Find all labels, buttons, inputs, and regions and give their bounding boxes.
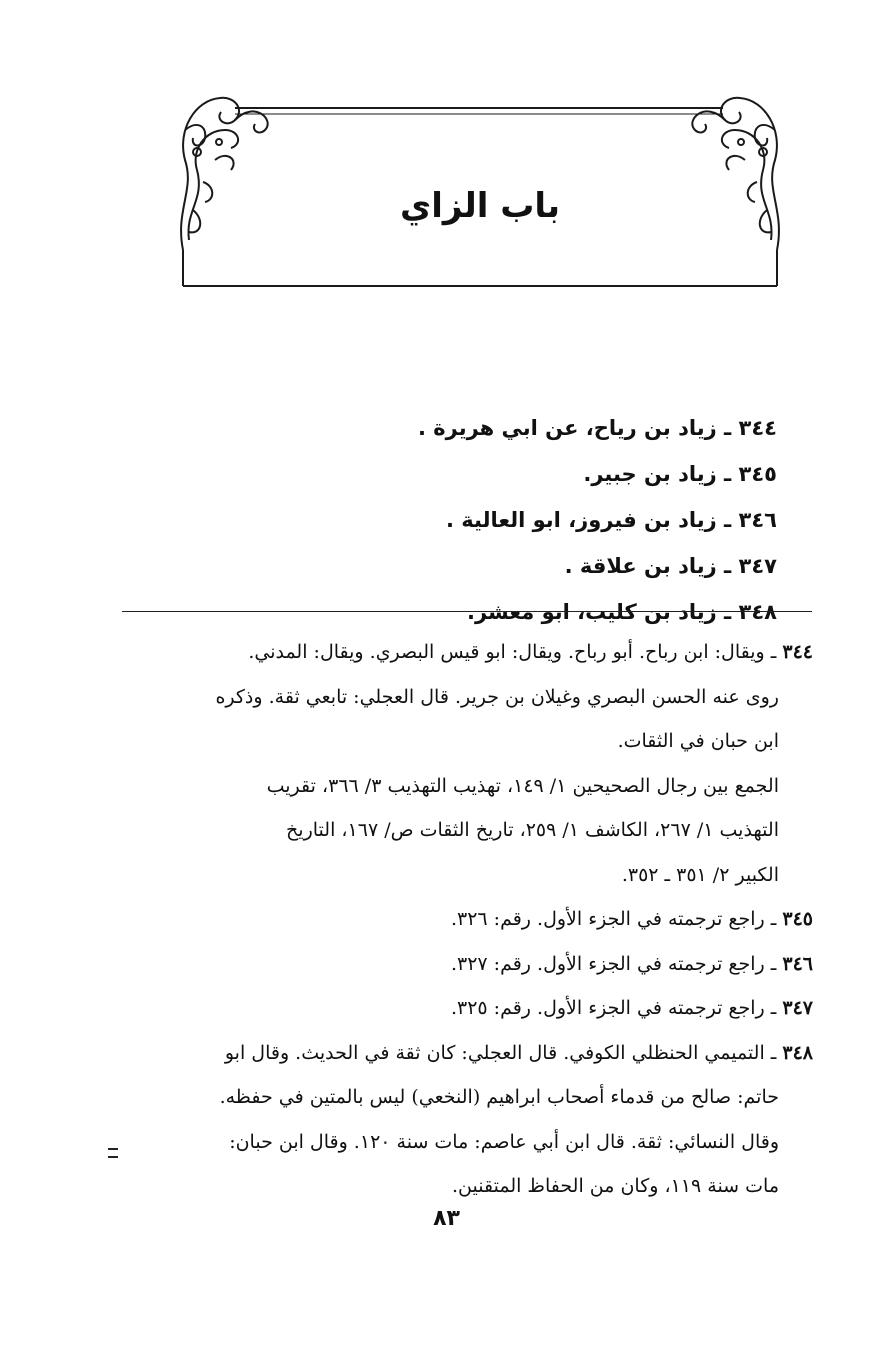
page-number: ٨٣ bbox=[433, 1206, 460, 1231]
footnote-divider bbox=[122, 611, 812, 612]
section-end-mark bbox=[108, 1148, 118, 1158]
footnote-number: ٣٤٧ bbox=[782, 997, 813, 1019]
footnote-348 bbox=[113, 1031, 813, 1209]
chapter-ornamental-frame bbox=[175, 90, 785, 290]
footnote-text: ـ راجع ترجمته في الجزء الأول. رقم: ٣٢٧. bbox=[450, 952, 783, 975]
entry-list bbox=[257, 405, 777, 635]
footnote-number: ٣٤٥ bbox=[782, 908, 813, 930]
footnote-346 bbox=[113, 942, 813, 987]
footnote-line: التهذيب ١/ ٢٦٧، الكاشف ١/ ٢٥٩، تاريخ الثقات ص/ ١٦٧، التاريخ bbox=[286, 819, 779, 841]
footnote-line: ابن حبان في الثقات. bbox=[617, 730, 779, 752]
footnote-344 bbox=[113, 630, 813, 897]
footnote-number: ٣٤٤ bbox=[782, 641, 813, 663]
footnote-line: الجمع بين رجال الصحيحين ١/ ١٤٩، تهذيب التهذيب ٣/ ٣٦٦، تقريب bbox=[266, 774, 779, 797]
chapter-title: باب الزاي bbox=[400, 186, 560, 226]
footnote-text: ـ التميمي الحنظلي الكوفي. قال العجلي: كان ثقة في الحديث. وقال ابو bbox=[224, 1041, 783, 1064]
footnote-text: ـ راجع ترجمته في الجزء الأول. رقم: ٣٢٦. bbox=[450, 908, 783, 930]
footnote-text: ـ راجع ترجمته في الجزء الأول. رقم: ٣٢٥. bbox=[450, 997, 783, 1019]
footnote-line: مات سنة ١١٩، وكان من الحفاظ المتقنين. bbox=[452, 1175, 779, 1197]
footnote-line: حاتم: صالح من قدماء أصحاب ابراهيم (النخعي) ليس بالمتين في حفظه. bbox=[219, 1086, 779, 1108]
entry-345: ٣٤٥ ـ زياد بن جبير. bbox=[583, 462, 777, 486]
footnote-347 bbox=[113, 986, 813, 1031]
footnote-line: وقال النسائي: ثقة. قال ابن أبي عاصم: مات سنة ١٢٠. وقال ابن حبان: bbox=[229, 1130, 779, 1153]
footnote-number: ٣٤٨ bbox=[782, 1041, 813, 1064]
entry-347: ٣٤٧ ـ زياد بن علاقة . bbox=[564, 554, 777, 578]
entry-344: ٣٤٤ ـ زياد بن رياح، عن ابي هريرة . bbox=[417, 416, 777, 440]
footnote-line: الكبير ٢/ ٣٥١ ـ ٣٥٢. bbox=[621, 863, 779, 886]
entry-346: ٣٤٦ ـ زياد بن فيروز، ابو العالية . bbox=[446, 508, 777, 532]
footnote-text: ـ ويقال: ابن رباح. أبو رباح. ويقال: ابو قيس البصري. ويقال: المدني. bbox=[248, 641, 783, 663]
footnote-number: ٣٤٦ bbox=[782, 952, 813, 975]
footnote-line: روى عنه الحسن البصري وغيلان بن جرير. قال العجلي: تابعي ثقة. وذكره bbox=[215, 685, 779, 708]
footnotes bbox=[113, 630, 813, 1209]
footnote-345 bbox=[113, 897, 813, 942]
entry-348: ٣٤٨ ـ زياد بن كليب، ابو معشر. bbox=[467, 600, 777, 624]
